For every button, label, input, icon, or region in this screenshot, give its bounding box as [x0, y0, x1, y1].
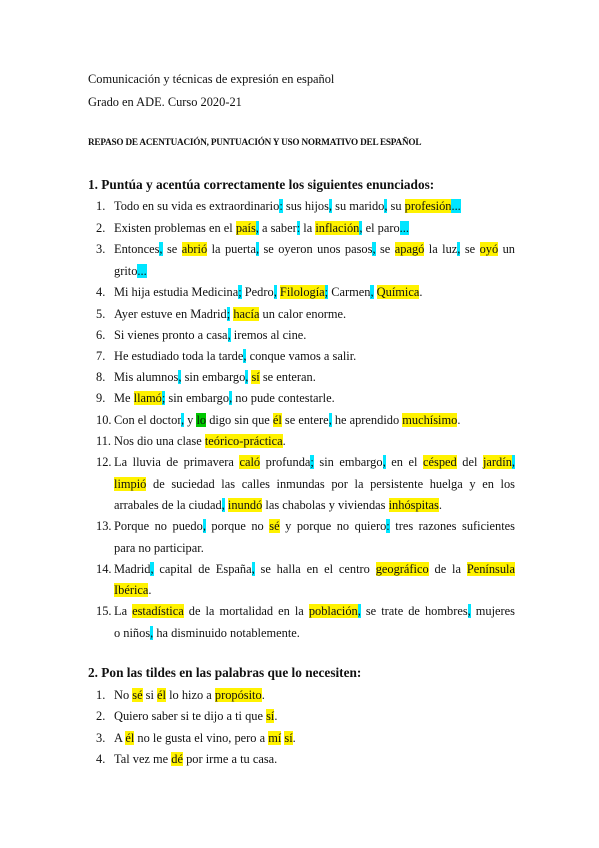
item-number: 6.: [96, 328, 106, 342]
text-segment: Con el doctor: [114, 413, 181, 427]
text-segment: se entere: [281, 413, 329, 427]
highlighted-text: población: [308, 604, 358, 618]
item-line: [114, 455, 515, 470]
item-line: [114, 221, 409, 236]
highlighted-text: ;: [226, 307, 231, 321]
highlighted-text: sé: [269, 519, 280, 533]
text-segment: .: [148, 583, 152, 597]
section2-heading: 2. Pon las tildes en las palabras que lo necesiten:: [88, 665, 362, 680]
highlighted-text: ,: [273, 285, 277, 299]
text-segment: ha disminuido notablemente.: [153, 626, 300, 640]
highlighted-text: ,: [359, 221, 363, 235]
highlighted-text: sí: [266, 709, 275, 723]
highlighted-text: muchísimo: [402, 413, 458, 427]
item-line: [114, 604, 515, 619]
text-segment: .: [261, 688, 265, 702]
text-segment: la puerta: [207, 242, 256, 256]
highlighted-text: Ibérica: [114, 583, 149, 597]
text-segment: de suciedad las calles inmundas por la persistente huelga y en los: [146, 477, 515, 491]
highlighted-text: ,: [384, 199, 388, 213]
text-segment: no pude contestarle.: [232, 391, 335, 405]
highlighted-text: oyó: [479, 242, 499, 256]
highlighted-text: ,: [150, 626, 154, 640]
text-segment: .: [438, 498, 442, 512]
item-number: 13.: [96, 519, 112, 533]
text-segment: Si vienes pronto a casa: [114, 328, 228, 342]
text-segment: sin embargo: [165, 391, 230, 405]
highlighted-text: apagó: [394, 242, 425, 256]
item-number: 10.: [96, 413, 112, 427]
highlighted-text: ,: [159, 242, 163, 256]
highlighted-text: ...: [451, 199, 461, 213]
highlighted-text: mí: [268, 731, 282, 745]
text-segment: de la: [428, 562, 467, 576]
highlighted-text: profesión: [404, 199, 452, 213]
text-segment: capital de España: [153, 562, 252, 576]
text-segment: La: [114, 604, 133, 618]
text-segment: Porque no puedo: [114, 519, 203, 533]
highlighted-text: ,: [372, 242, 376, 256]
text-segment: He estudiado toda la tarde: [114, 349, 244, 363]
item-line: [114, 307, 346, 322]
text-segment: se: [162, 242, 182, 256]
highlighted-text: lo: [196, 413, 207, 427]
text-segment: para no participar.: [114, 541, 204, 555]
text-segment: .: [457, 413, 461, 427]
text-segment: tres razones suficientes: [389, 519, 515, 533]
item-number: 8.: [96, 370, 106, 384]
text-segment: Existen problemas en el: [114, 221, 236, 235]
highlighted-text: ;: [238, 285, 242, 299]
text-segment: la: [300, 221, 316, 235]
highlighted-text: ,: [511, 455, 515, 469]
item-number: 4.: [96, 752, 106, 766]
item-line: [114, 391, 335, 406]
highlighted-text: ;: [310, 455, 314, 469]
highlighted-text: ...: [399, 221, 409, 235]
text-segment: digo sin que: [206, 413, 273, 427]
item-line: [114, 477, 515, 492]
highlighted-text: él: [157, 688, 166, 702]
highlighted-text: ,: [150, 562, 154, 576]
text-segment: he aprendido: [331, 413, 403, 427]
text-segment: Carmen: [328, 285, 371, 299]
text-segment: en el: [385, 455, 423, 469]
item-line: [114, 709, 277, 724]
highlighted-text: :: [279, 199, 283, 213]
item-line: [114, 328, 306, 343]
highlighted-text: país: [235, 221, 256, 235]
highlighted-text: Península: [466, 562, 515, 576]
text-segment: se enteran.: [259, 370, 316, 384]
text-segment: iremos al cine.: [230, 328, 307, 342]
text-segment: Ayer estuve en Madrid: [114, 307, 227, 321]
item-line: [114, 731, 296, 746]
highlighted-text: limpió: [114, 477, 147, 491]
item-number: 3.: [96, 242, 106, 256]
highlighted-text: ,: [255, 221, 259, 235]
document-subtitle: REPASO DE ACENTUACIÓN, PUNTUACIÓN Y USO NORMATIVO DEL ESPAÑOL: [88, 137, 422, 147]
section1-heading: 1. Puntúa y acentúa correctamente los siguientes enunciados:: [88, 177, 435, 192]
item-number: 3.: [96, 731, 106, 745]
text-segment: .: [419, 285, 423, 299]
highlighted-text: geográfico: [375, 562, 429, 576]
text-segment: Me: [114, 391, 134, 405]
item-line: [114, 498, 442, 513]
highlighted-text: césped: [423, 455, 457, 469]
item-number: 11.: [96, 434, 112, 448]
highlighted-text: ,: [229, 391, 233, 405]
item-line: [114, 370, 316, 385]
text-segment: .: [274, 709, 278, 723]
text-segment: lo hizo a: [166, 688, 215, 702]
highlighted-text: sé: [132, 688, 143, 702]
item-line: [114, 752, 277, 767]
item-line: [114, 264, 147, 279]
text-segment: de la mortalidad en la: [183, 604, 309, 618]
text-segment: un calor enorme.: [259, 307, 347, 321]
item-number: 7.: [96, 349, 106, 363]
text-segment: Nos dio una clase: [114, 434, 205, 448]
highlighted-text: dé: [171, 752, 183, 766]
text-segment: sin embargo: [313, 455, 383, 469]
text-segment: Tal vez me: [114, 752, 172, 766]
item-line: [114, 626, 300, 641]
text-segment: .: [292, 731, 296, 745]
highlighted-text: inhóspitas: [388, 498, 439, 512]
text-segment: del: [456, 455, 483, 469]
text-segment: mujeres: [470, 604, 516, 618]
highlighted-text: jardín: [482, 455, 512, 469]
highlighted-text: él: [272, 413, 282, 427]
highlighted-text: ,: [243, 349, 247, 363]
text-segment: no le gusta el vino, pero a: [134, 731, 269, 745]
text-segment: su marido: [332, 199, 385, 213]
highlighted-text: ,: [467, 604, 471, 618]
text-segment: la luz: [424, 242, 458, 256]
text-segment: se halla en el centro: [254, 562, 376, 576]
item-line: [114, 413, 460, 428]
text-segment: y: [184, 413, 197, 427]
highlighted-text: ,: [227, 328, 231, 342]
highlighted-text: Química: [376, 285, 420, 299]
highlighted-text: ,: [328, 413, 332, 427]
item-number: 2.: [96, 709, 106, 723]
item-number: 1.: [96, 199, 106, 213]
highlighted-text: ,: [221, 498, 225, 512]
highlighted-text: ,: [178, 370, 182, 384]
text-segment: el paro: [362, 221, 400, 235]
course-title: Comunicación y técnicas de expresión en español: [88, 72, 335, 86]
item-line: [114, 541, 204, 556]
highlighted-text: estadística: [132, 604, 184, 618]
highlighted-text: caló: [239, 455, 261, 469]
item-line: [114, 519, 515, 534]
text-segment: Pedro: [241, 285, 274, 299]
text-segment: o niños: [114, 626, 151, 640]
highlighted-text: hacía: [233, 307, 260, 321]
text-segment: grito: [114, 264, 138, 278]
highlighted-text: ...: [137, 264, 147, 278]
text-segment: su: [387, 199, 405, 213]
text-segment: La lluvia de primavera: [114, 455, 240, 469]
text-segment: y porque no quiero: [279, 519, 387, 533]
item-number: 4.: [96, 285, 106, 299]
highlighted-text: ,: [382, 455, 386, 469]
text-segment: Entonces: [114, 242, 160, 256]
highlighted-text: :: [296, 221, 301, 235]
item-line: [114, 242, 515, 257]
highlighted-text: ,: [251, 562, 255, 576]
highlighted-text: ;: [161, 391, 166, 405]
highlighted-text: ,: [457, 242, 461, 256]
highlighted-text: ,: [245, 370, 249, 384]
item-line: [114, 434, 286, 449]
item-line: [114, 199, 461, 214]
highlighted-text: propósito: [214, 688, 262, 702]
highlighted-text: inflación: [315, 221, 360, 235]
text-segment: se oyeron unos pasos: [259, 242, 373, 256]
text-segment: A: [114, 731, 126, 745]
item-number: 2.: [96, 221, 106, 235]
highlighted-text: sí: [251, 370, 260, 384]
item-line: [114, 285, 422, 300]
item-number: 1.: [96, 688, 106, 702]
text-segment: No: [114, 688, 133, 702]
highlighted-text: él: [125, 731, 135, 745]
highlighted-text: :: [386, 519, 390, 533]
text-segment: .: [282, 434, 286, 448]
item-number: 15.: [96, 604, 112, 618]
text-segment: Quiero saber si te dijo a ti que: [114, 709, 267, 723]
item-line: [114, 583, 152, 598]
highlighted-text: ,: [357, 604, 361, 618]
highlighted-text: abrió: [181, 242, 208, 256]
text-segment: un: [498, 242, 515, 256]
text-segment: porque no: [205, 519, 270, 533]
text-segment: Mi hija estudia Medicina: [114, 285, 239, 299]
text-segment: arrabales de la ciudad: [114, 498, 222, 512]
highlighted-text: ;: [324, 285, 329, 299]
highlighted-text: teórico-práctica: [204, 434, 283, 448]
text-segment: conque vamos a salir.: [246, 349, 357, 363]
text-segment: a saber: [258, 221, 297, 235]
highlighted-text: ,: [328, 199, 333, 213]
highlighted-text: ,: [370, 285, 374, 299]
text-segment: sus hijos: [282, 199, 329, 213]
highlighted-text: inundó: [227, 498, 263, 512]
text-segment: sin embargo: [181, 370, 246, 384]
item-number: 9.: [96, 391, 106, 405]
item-line: [114, 349, 356, 364]
text-segment: las chabolas y viviendas: [262, 498, 389, 512]
text-segment: se: [375, 242, 395, 256]
degree-line: Grado en ADE. Curso 2020-21: [88, 95, 242, 109]
item-line: [114, 562, 515, 577]
highlighted-text: ,: [202, 519, 206, 533]
text-segment: si: [142, 688, 158, 702]
item-number: 14.: [96, 562, 112, 576]
highlighted-text: llamó: [133, 391, 162, 405]
text-segment: profunda: [260, 455, 311, 469]
highlighted-text: Filología: [279, 285, 325, 299]
item-number: 5.: [96, 307, 106, 321]
highlighted-text: ,: [180, 413, 185, 427]
highlighted-text: ,: [255, 242, 260, 256]
text-segment: Todo en su vida es extraordinario: [114, 199, 280, 213]
highlighted-text: sí: [284, 731, 293, 745]
text-segment: se trate de hombres: [360, 604, 468, 618]
item-number: 12.: [96, 455, 112, 469]
text-segment: se: [460, 242, 480, 256]
text-segment: Madrid: [114, 562, 151, 576]
text-segment: Mis alumnos: [114, 370, 179, 384]
text-segment: por irme a tu casa.: [182, 752, 278, 766]
item-line: [114, 688, 265, 703]
